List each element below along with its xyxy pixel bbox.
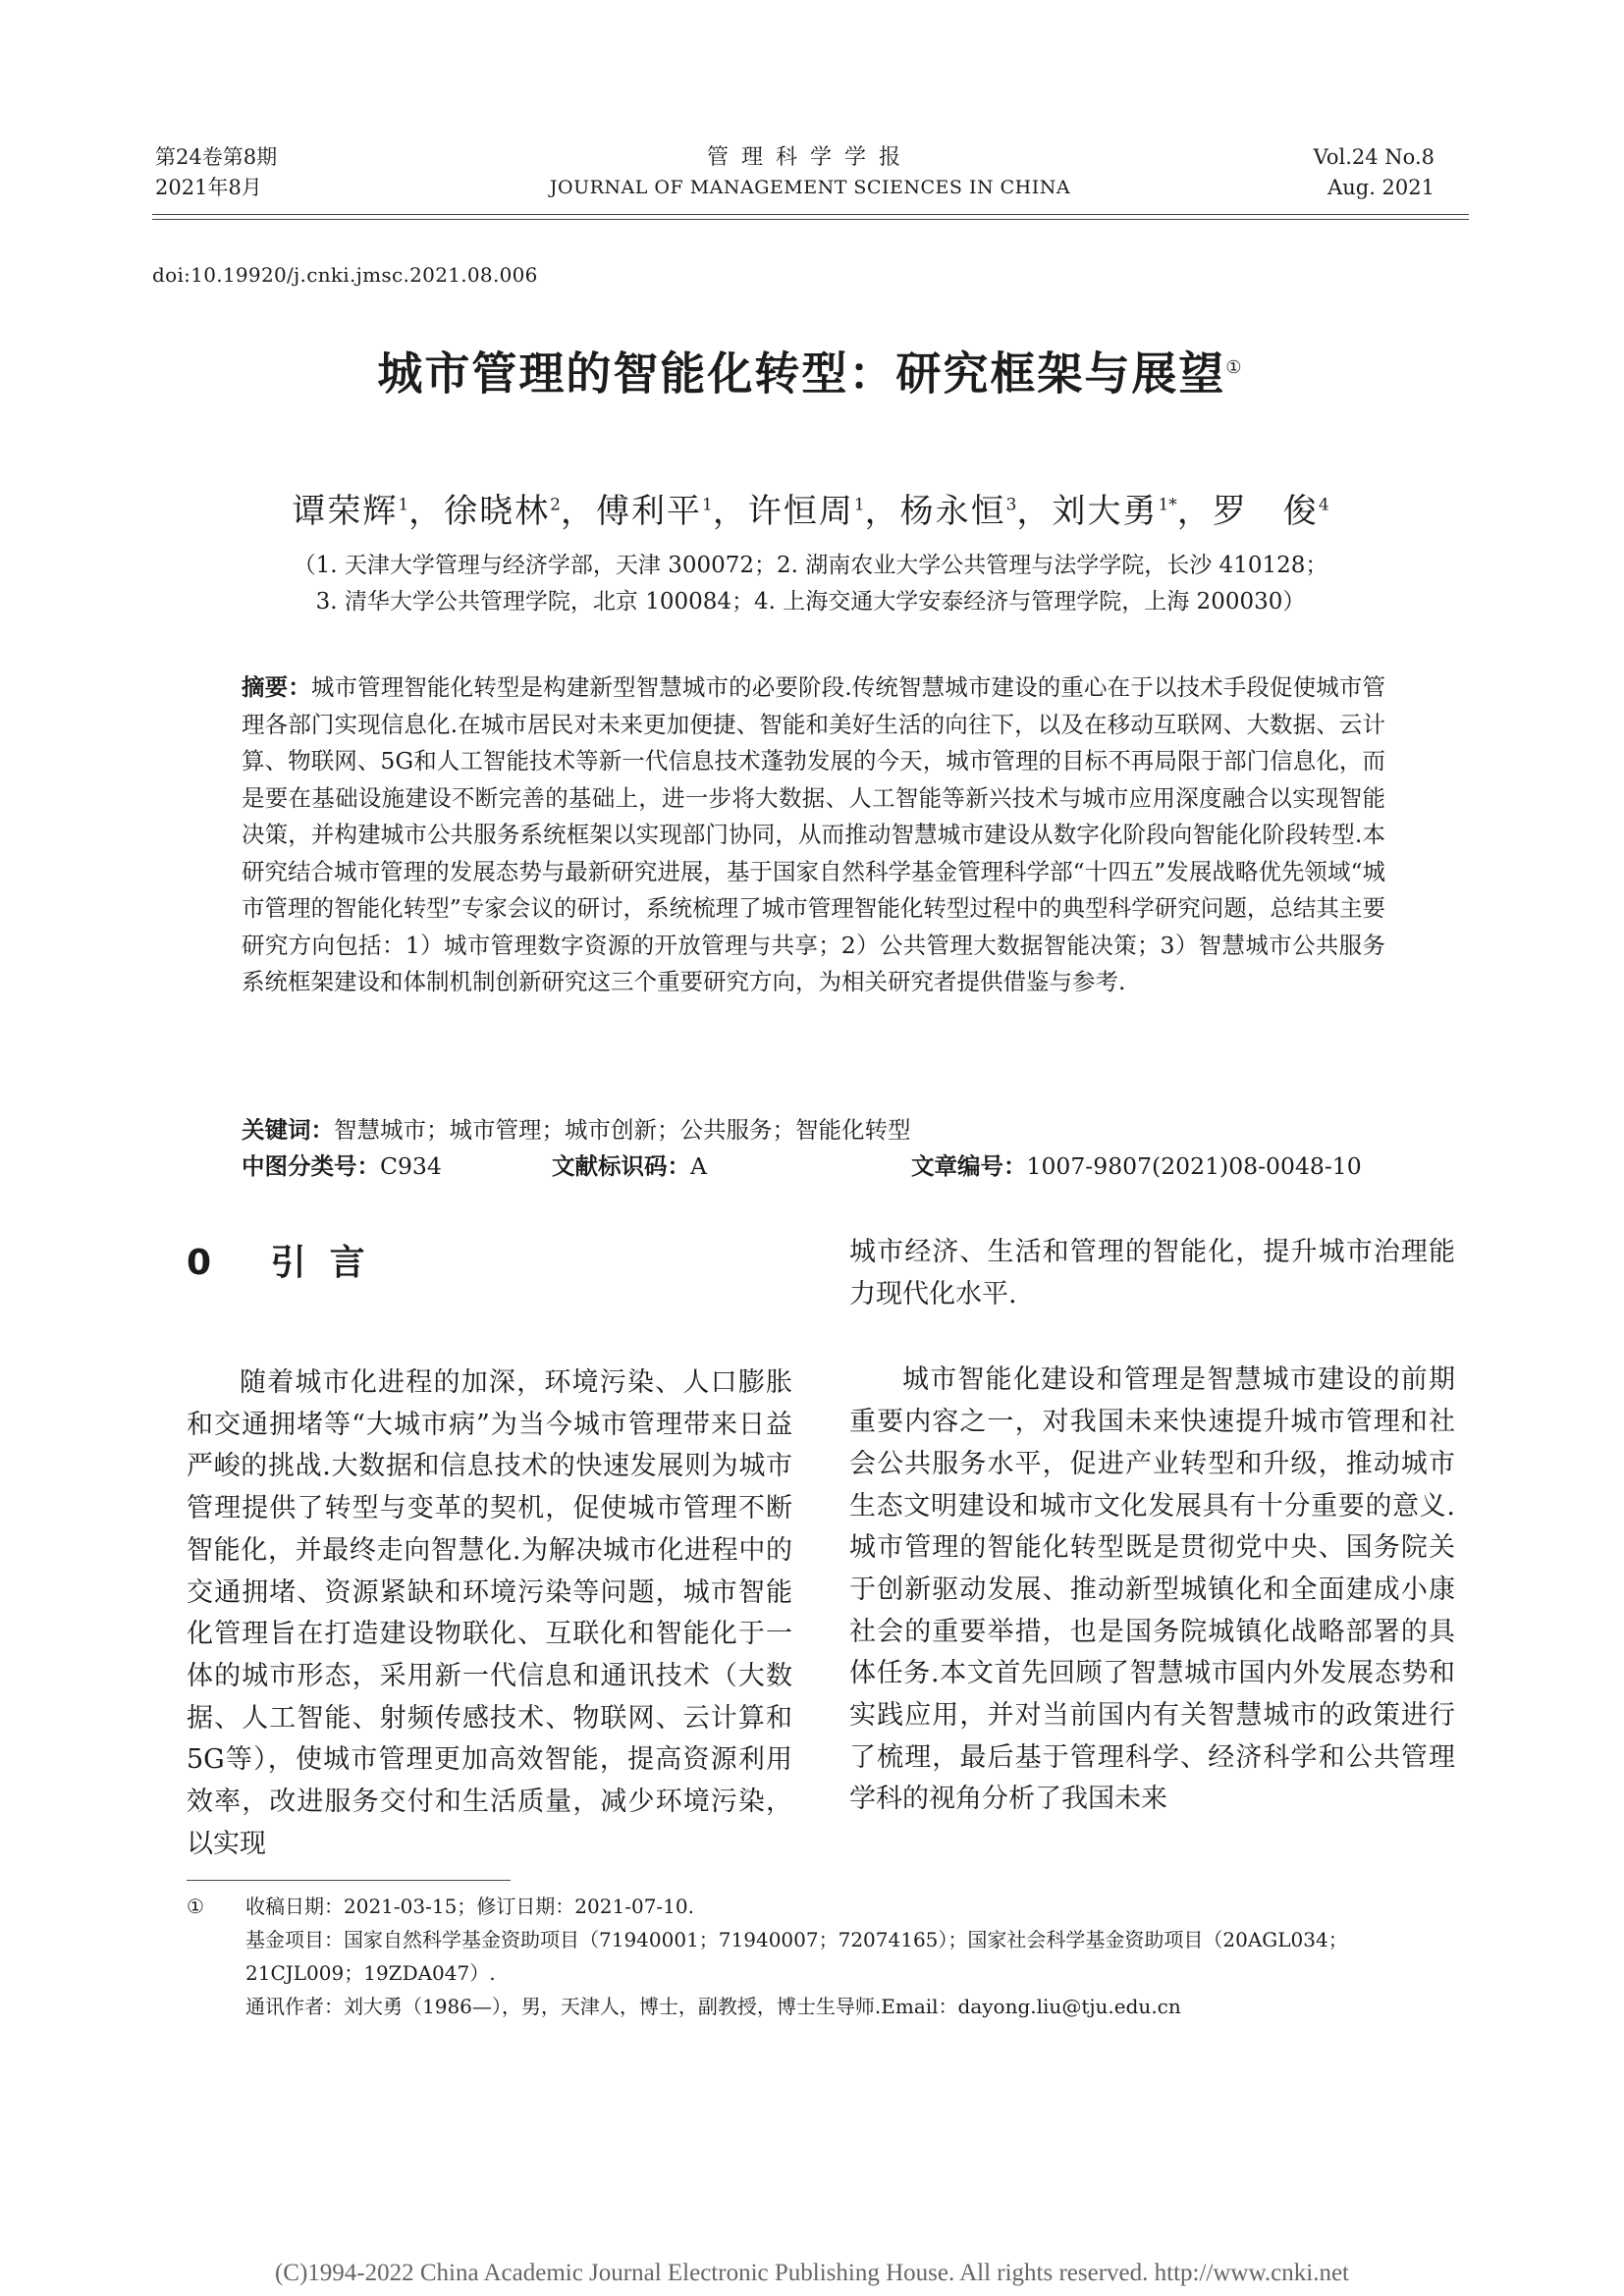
- footnote-received: ① 收稿日期：2021-03-15；修订日期：2021-07-10.: [187, 1890, 1463, 1923]
- doc-code-group: [552, 1148, 911, 1184]
- section-title: 引言: [270, 1243, 389, 1283]
- keywords-text: 智慧城市；城市管理；城市创新；公共服务；智能化转型: [334, 1116, 911, 1144]
- volume-cn: 第24卷第8期: [155, 145, 278, 169]
- section-heading: [187, 1235, 389, 1285]
- clc-group: [242, 1148, 552, 1184]
- footnote-mark: ①: [187, 1895, 204, 1918]
- header-rule-top: [152, 214, 1469, 215]
- article-no-group: [911, 1148, 1362, 1184]
- journal-name-en: JOURNAL OF MANAGEMENT SCIENCES IN CHINA: [549, 177, 1071, 198]
- doc-code-label: 文献标识码：: [552, 1152, 690, 1180]
- body-column-left: [187, 1362, 792, 1865]
- clc-label: 中图分类号：: [242, 1152, 380, 1180]
- abstract: [242, 669, 1385, 1001]
- paper-title-text: 城市管理的智能化转型：研究框架与展望: [377, 347, 1226, 400]
- copyright-notice: (C)1994-2022 China Academic Journal Electronic Publishing House. All rights reserved. http://www.cnki.net: [274, 2260, 1350, 2286]
- footnote-fund: 基金项目：国家自然科学基金资助项目（71940001；71940007；72074165）；国家社会科学基金资助项目（20AGL034；21CJL009；19ZDA047）.: [245, 1928, 1348, 1985]
- author: 谭荣辉$^1$: [292, 492, 409, 532]
- header-right: [1314, 142, 1435, 203]
- header-left: [155, 142, 277, 203]
- keywords-label: 关键词：: [242, 1116, 334, 1144]
- body-column-right: [849, 1232, 1455, 1821]
- clc-value: C934: [380, 1152, 442, 1180]
- classification-line: [242, 1148, 1362, 1184]
- header-rule-bottom: [152, 219, 1469, 220]
- body-paragraph: 随着城市化进程的加深，环境污染、人口膨胀和交通拥堵等“大城市病”为当今城市管理带来日益严峻的挑战.大数据和信息技术的快速发展则为城市管理提供了转型与变革的契机，促使城市管理不断智能化，并最终走向智慧化.为解决城市化进程中的交通拥堵、资源紧缺和环境污染等问题，城市智能化管理旨在打造建设物联化、互联化和智能化于一体的城市形态，采用新一代信息和通讯技术（大数据、人工智能、射频传感技术、物联网、云计算和5G等），使城市管理更加高效智能，提高资源利用效率，改进服务交付和生活质量，减少环境污染，以实现: [187, 1367, 792, 1859]
- article-no-value: 1007-9807(2021)08-0048-10: [1026, 1152, 1362, 1180]
- header-center: [412, 142, 1208, 203]
- body-paragraph: 城市智能化建设和管理是智慧城市建设的前期重要内容之一，对我国未来快速提升城市管理和社会公共服务水平，促进产业转型和升级，推动城市生态文明建设和城市文化发展具有十分重要的意义.城市管理的智能化转型既是贯彻党中央、国务院关于创新驱动发展、推动新型城镇化和全面建成小康社会的重要举措，也是国务院城镇化战略部署的具体任务.本文首先回顾了智慧城市国内外发展态势和实践应用，并对当前国内有关智慧城市的政策进行了梳理，最后基于管理科学、经济科学和公共管理学科的视角分析了我国未来: [849, 1364, 1455, 1815]
- paper-title: [152, 339, 1469, 402]
- keywords: [242, 1112, 911, 1148]
- footnotes: [187, 1890, 1463, 2023]
- date-cn: 2021年8月: [155, 176, 262, 199]
- abstract-label: 摘要：: [242, 673, 311, 701]
- author: 徐晓林$^2$: [444, 492, 561, 532]
- author: 傅利平$^1$: [596, 492, 713, 532]
- affiliation-line-1: （1. 天津大学管理与经济学部，天津 300072；2. 湖南农业大学公共管理与法学学院，长沙 410128；: [293, 553, 1328, 578]
- author: 杨永恒$^3$: [899, 492, 1017, 532]
- author-list: 谭荣辉$^1$，徐晓林$^2$，傅利平$^1$，许恒周$^1$，杨永恒$^3$，刘大勇$^{1*}$，罗 俊$^4$: [292, 492, 1329, 532]
- author: 刘大勇$^{1*}$: [1052, 492, 1177, 532]
- date-en: Aug. 2021: [1327, 176, 1435, 199]
- author: 许恒周$^1$: [747, 492, 865, 532]
- doi-line[interactable]: doi:10.19920/j.cnki.jmsc.2021.08.006: [152, 263, 538, 287]
- article-no-label: 文章编号：: [911, 1152, 1027, 1180]
- volume-en: Vol.24 No.8: [1313, 145, 1435, 169]
- footnote-corresponding: 通讯作者：刘大勇（1986—），男，天津人，博士，副教授，博士生导师.Email：dayong.liu@tju.edu.cn: [245, 1995, 1181, 2018]
- author: 罗 俊$^4$: [1212, 492, 1329, 532]
- body-paragraph: 城市经济、生活和管理的智能化，提升城市治理能力现代化水平.: [849, 1237, 1455, 1309]
- journal-name-cn: 管理科学学报: [706, 145, 913, 170]
- footnote-rule: [187, 1880, 511, 1881]
- affiliation-line-2: 3. 清华大学公共管理学院，北京 100084；4. 上海交通大学安泰经济与管理学院，上海 200030）: [315, 589, 1306, 614]
- doc-code-value: A: [690, 1152, 707, 1180]
- title-footnote-mark[interactable]: ①: [1225, 357, 1244, 378]
- abstract-text: 城市管理智能化转型是构建新型智慧城市的必要阶段.传统智慧城市建设的重心在于以技术手段促使城市管理各部门实现信息化.在城市居民对未来更加便捷、智能和美好生活的向往下，以及在移动互联网、大数据、云计算、物联网、5G和人工智能技术等新一代信息技术蓬勃发展的今天，城市管理的目标不再局限于部门信息化，而是要在基础设施建设不断完善的基础上，进一步将大数据、人工智能等新兴技术与城市应用深度融合以实现智能决策，并构建城市公共服务系统框架以实现部门协同，从而推动智慧城市建设从数字化阶段向智能化阶段转型.本研究结合城市管理的发展态势与最新研究进展，基于国家自然科学基金管理科学部“十四五”发展战略优先领域“城市管理的智能化转型”专家会议的研讨，系统梳理了城市管理智能化转型过程中的典型科学研究问题，总结其主要研究方向包括：1）城市管理数字资源的开放管理与共享；2）公共管理大数据智能决策；3）智慧城市公共服务系统框架建设和体制机制创新研究这三个重要研究方向，为相关研究者提供借鉴与参考.: [242, 673, 1386, 995]
- section-number: 0: [187, 1243, 236, 1283]
